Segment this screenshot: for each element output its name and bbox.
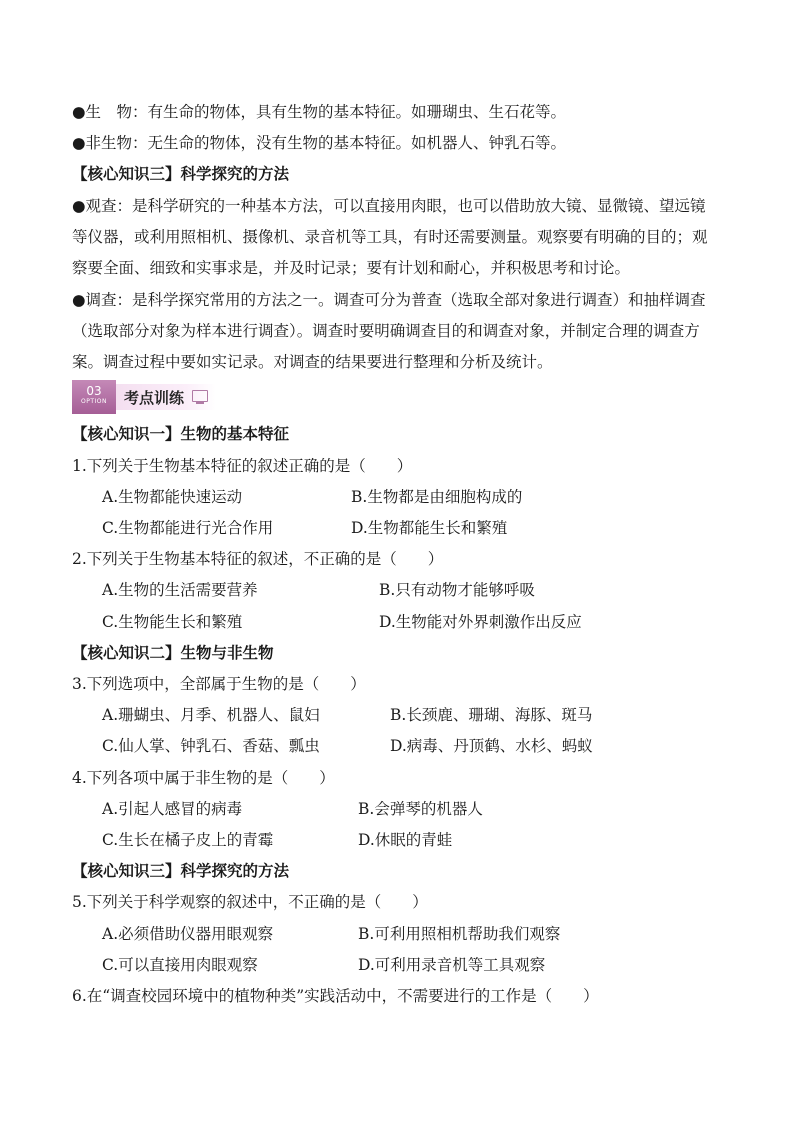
question-4-option-d: D.休眠的青蛙 [358, 831, 453, 849]
observe-line-2: 等仪器，或利用照相机、摄像机、录音机等工具，有时还需要测量。观察要有明确的目的；观 [72, 228, 708, 246]
question-2-option-d: D.生物能对外界刺激作出反应 [379, 613, 582, 631]
question-5-option-d: D.可利用录音机等工具观察 [358, 956, 546, 974]
survey-line-3: 案。调查过程中要如实记录。对调查的结果要进行整理和分析及统计。 [72, 353, 553, 371]
section-heading-methods: 【核心知识三】科学探究的方法 [72, 164, 290, 183]
question-2-option-c: C.生物能生长和繁殖 [102, 613, 243, 631]
banner-number-box [72, 380, 116, 414]
definition-nonliving: ●非生物：无生命的物体，没有生物的基本特征。如机器人、钟乳石等。 [72, 134, 567, 152]
question-3-option-c: C.仙人掌、钟乳石、香菇、瓢虫 [102, 737, 320, 755]
question-3-stem: 3.下列选项中，全部属于生物的是（ ） [72, 675, 366, 693]
question-1-option-a: A.生物都能快速运动 [102, 488, 243, 506]
definition-living: ●生 物：有生命的物体，具有生物的基本特征。如珊瑚虫、生石花等。 [72, 103, 567, 121]
observe-line-3: 察要全面、细致和实事求是，并及时记录；要有计划和耐心，并积极思考和讨论。 [72, 259, 631, 277]
monitor-icon [192, 390, 208, 402]
section-heading-1: 【核心知识一】生物的基本特征 [72, 424, 290, 443]
question-4-option-b: B.会弹琴的机器人 [358, 800, 483, 818]
banner-label-box [116, 384, 216, 410]
section-heading-3: 【核心知识三】科学探究的方法 [72, 861, 290, 880]
question-1-option-b: B.生物都是由细胞构成的 [351, 488, 523, 506]
question-3-option-a: A.珊蝴虫、月季、机器人、鼠妇 [102, 706, 320, 724]
question-5-option-a: A.必须借助仪器用眼观察 [102, 925, 274, 943]
question-2-option-b: B.只有动物才能够呼吸 [379, 581, 535, 599]
survey-line-2: （选取部分对象为样本进行调查）。调查时要明确调查目的和调查对象，并制定合理的调查方 [72, 322, 700, 340]
question-2-option-a: A.生物的生活需要营养 [102, 581, 258, 599]
section-heading-2: 【核心知识二】生物与非生物 [72, 643, 274, 662]
question-5-stem: 5.下列关于科学观察的叙述中，不正确的是（ ） [72, 893, 428, 911]
question-4-stem: 4.下列各项中属于非生物的是（ ） [72, 769, 335, 787]
banner-label: 考点训练 [124, 389, 185, 407]
question-5-option-c: C.可以直接用肉眼观察 [102, 956, 258, 974]
question-6-stem: 6.在“调查校园环境中的植物种类”实践活动中，不需要进行的工作是（ ） [72, 987, 599, 1005]
banner-option-word: OPTION [81, 398, 107, 405]
question-2-stem: 2.下列关于生物基本特征的叙述，不正确的是（ ） [72, 550, 444, 568]
question-4-option-c: C.生长在橘子皮上的青霉 [102, 831, 274, 849]
question-1-stem: 1.下列关于生物基本特征的叙述正确的是（ ） [72, 457, 413, 475]
question-5-option-b: B.可利用照相机帮助我们观察 [358, 925, 561, 943]
question-1-option-d: D.生物都能生长和繁殖 [351, 519, 508, 537]
exam-training-banner [72, 380, 222, 414]
survey-line-1: ●调查：是科学探究常用的方法之一。调查可分为普查（选取全部对象进行调查）和抽样调查 [72, 291, 706, 309]
banner-number: 03 [86, 384, 102, 398]
question-1-option-c: C.生物都能进行光合作用 [102, 519, 274, 537]
question-3-option-b: B.长颈鹿、珊瑚、海豚、斑马 [390, 706, 593, 724]
question-4-option-a: A.引起人感冒的病毒 [102, 800, 243, 818]
observe-line-1: ●观查：是科学研究的一种基本方法，可以直接用肉眼，也可以借助放大镜、显微镜、望远镜 [72, 197, 706, 215]
question-3-option-d: D.病毒、丹顶鹤、水杉、蚂蚁 [390, 737, 593, 755]
